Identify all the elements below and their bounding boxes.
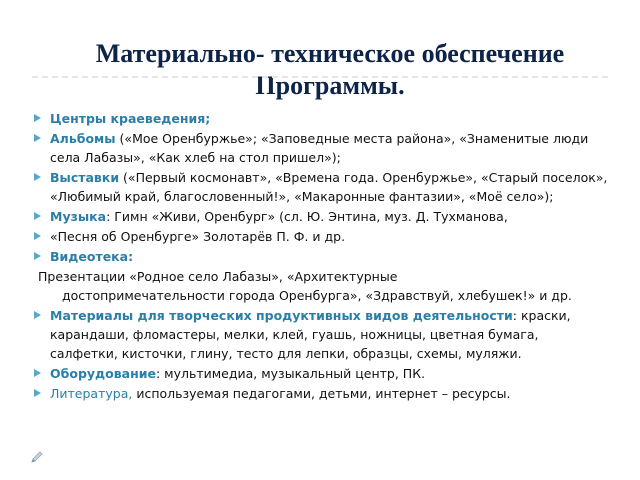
triangle-bullet-icon [34,389,41,397]
item-text: : краски, карандаши, фломастеры, мелки, клей, гуашь, ножницы, цветная бумага, салфетки, кисточки, глину, тесто для лепки, образцы, схемы, муляжи. [50,308,571,361]
item-keyword: Видеотека: [50,249,134,264]
item-text: «Песня об Оренбурге» Золотарёв П. Ф. и др. [50,229,346,244]
triangle-bullet-icon [34,369,41,377]
item-keyword: Оборудование [50,366,156,381]
item-text: («Первый космонавт», «Времена года. Оренбуржье», «Старый поселок», «Любимый край, благословенный!», «Макаронные фантазии», «Моё село»); [50,170,608,204]
item-text: : мультимедиа, музыкальный центр, ПК. [155,366,426,381]
list-item [30,306,608,363]
list-item [30,227,608,246]
item-keyword: Альбомы [50,131,116,146]
triangle-bullet-icon [34,114,41,122]
item-keyword: Центры краеведения; [50,111,211,126]
triangle-bullet-icon [34,212,41,220]
content-list [30,109,608,404]
triangle-bullet-icon [34,311,41,319]
triangle-bullet-icon [34,252,41,260]
triangle-bullet-icon [34,232,41,240]
list-item [30,168,608,206]
video-description [30,267,608,305]
literature-label: Литература, [50,386,133,401]
list-item [30,247,608,266]
list-item [30,207,608,226]
item-keyword: Музыка [50,209,107,224]
title-divider [32,76,608,78]
item-text: : Гимн «Живи, Оренбург» (сл. Ю. Энтина, муз. Д. Тухманова, [106,209,508,224]
item-keyword: Материалы для творческих продуктивных видов деятельности [50,308,513,323]
item-text: («Мое Оренбуржье»; «Заповедные места района», «Знаменитые люди села Лабазы», «Как хлеб на стол пришел»); [50,131,589,165]
pen-icon[interactable] [30,450,44,464]
page-title: Материально- техническое обеспечение Программы. [95,39,565,100]
triangle-bullet-icon [34,173,41,181]
video-text-line2: достопримечательности города Оренбурга», «Здравствуй, хлебушек!» и др. [62,288,572,303]
list-item [30,129,608,167]
item-text: используемая педагогами, детьми, интернет – ресурсы. [132,386,511,401]
list-item [30,364,608,383]
video-text-line1: Презентации «Родное село Лабазы», «Архитектурные [38,269,398,284]
triangle-bullet-icon [34,134,41,142]
item-keyword: Выставки [50,170,120,185]
list-item [30,384,608,403]
list-item [30,109,608,128]
